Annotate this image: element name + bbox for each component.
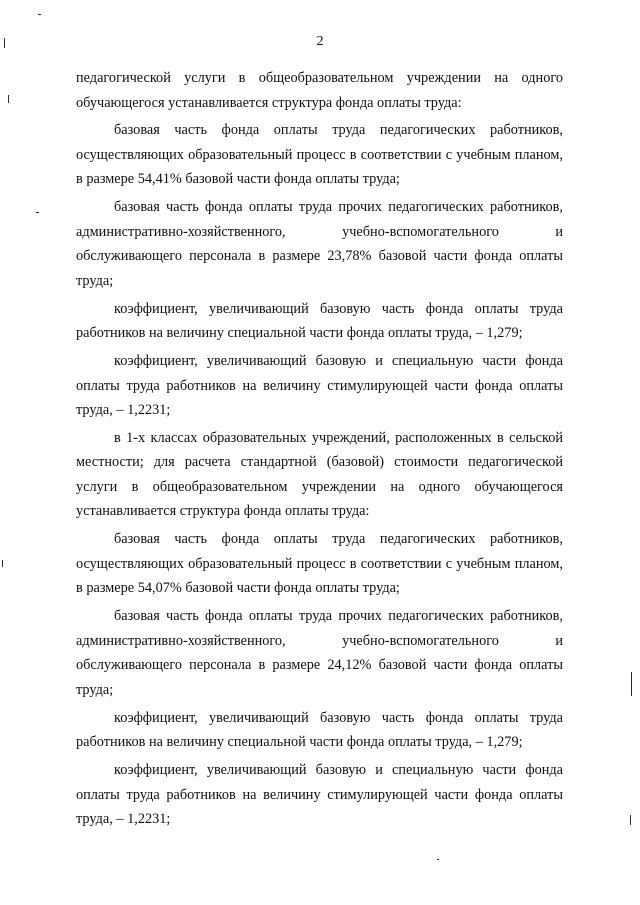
scan-mark (630, 815, 631, 825)
paragraph: базовая часть фонда оплаты труда педагогических работников, осуществляющих образовательный процесс в соответствии с учебным планом, в размере 54,07% базовой части фонда оплаты труда; (76, 531, 563, 597)
scan-mark (2, 560, 3, 567)
scan-mark (38, 14, 41, 15)
paragraph: коэффициент, увеличивающий базовую и специальную части фонда оплаты труда работников на величину стимулирующей части фонда оплаты труда, – 1,2231; (76, 353, 563, 419)
paragraph: базовая часть фонда оплаты труда прочих педагогических работников, административно-хозяйственного, учебно-вспомогательного и обслуживающего персонала в размере 23,78% базовой части фонда оплаты труда; (76, 199, 563, 289)
paragraph: коэффициент, увеличивающий базовую часть фонда оплаты труда работников на величину специальной части фонда оплаты труда, – 1,279; (76, 300, 563, 342)
paragraph: коэффициент, увеличивающий базовую часть фонда оплаты труда работников на величину специальной части фонда оплаты труда, – 1,279; (76, 709, 563, 751)
paragraph: базовая часть фонда оплаты труда педагогических работников, осуществляющих образовательный процесс в соответствии с учебным планом, в размере 54,41% базовой части фонда оплаты труда; (76, 122, 563, 188)
paragraph: коэффициент, увеличивающий базовую и специальную части фонда оплаты труда работников на величину стимулирующей части фонда оплаты труда, – 1,2231; (76, 762, 563, 828)
scan-mark (437, 859, 439, 860)
paragraph-continuation: педагогической услуги в общеобразовательном учреждении на одного обучающегося устанавливается структура фонда оплаты труда: (76, 70, 563, 111)
scan-mark (8, 95, 9, 103)
body-text (76, 66, 563, 835)
scan-mark (631, 672, 632, 696)
page-number: 2 (316, 34, 324, 49)
scan-mark (36, 212, 39, 213)
paragraph: базовая часть фонда оплаты труда прочих педагогических работников, административно-хозяйственного, учебно-вспомогательного и обслуживающего персонала в размере 24,12% базовой части фонда оплаты труда; (76, 608, 563, 698)
paragraph: в 1-х классах образовательных учреждений, расположенных в сельской местности; для расчета стандартной (базовой) стоимости педагогической услуги в общеобразовательном учреждении на одного обучающегося устанавливается структура фонда оплаты труда: (76, 429, 563, 520)
